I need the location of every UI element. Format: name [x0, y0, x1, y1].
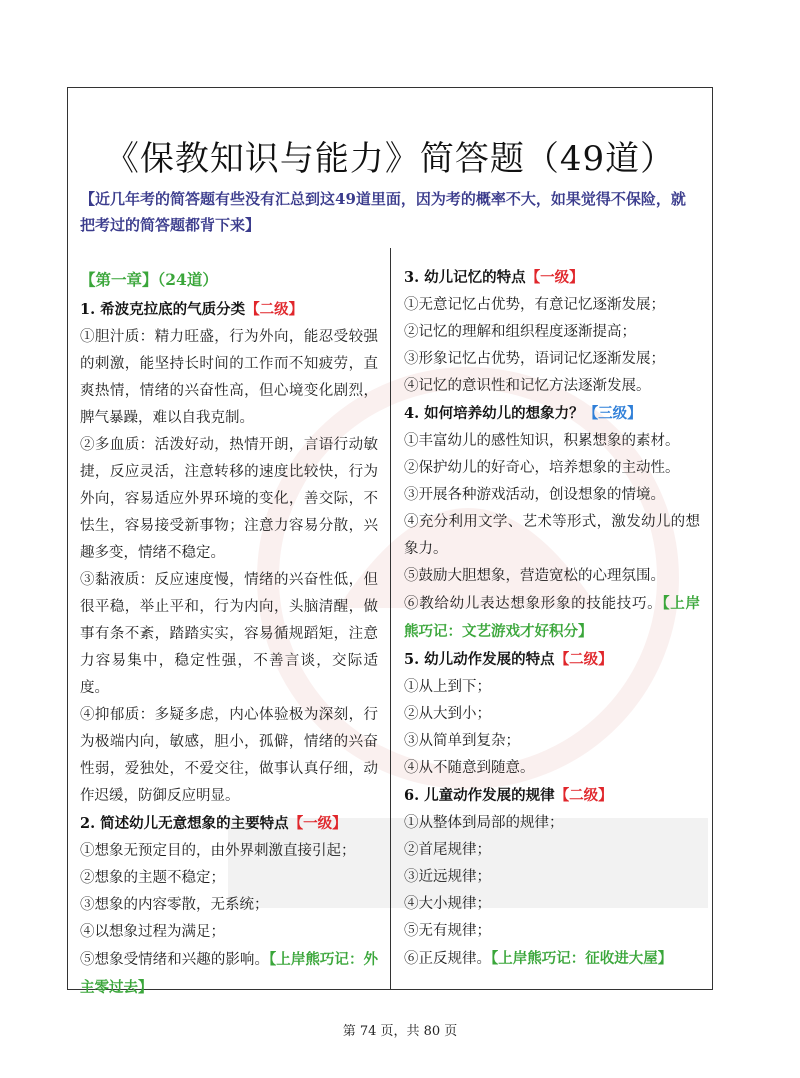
column-divider [390, 248, 391, 989]
answer-item: ②想象的主题不稳定； [80, 870, 225, 886]
answer-text: ⑤想象受情绪和兴趣的影响。 [80, 952, 269, 968]
answer-item: ①想象无预定目的，由外界刺激直接引起； [80, 843, 356, 859]
question-title: 1. 希波克拉底的气质分类 [80, 301, 246, 318]
answer-item: ④大小规律； [404, 896, 491, 912]
chapter-heading: 【第一章】（24道） [80, 270, 218, 289]
answer-text: ⑥教给幼儿表达想象形象的技能技巧。 [404, 596, 663, 612]
answer-item [404, 945, 700, 973]
page-title: 《保教知识与能力》简答题（49道） [104, 139, 676, 179]
answer-item: ②从大到小； [404, 706, 491, 722]
answer-item [80, 946, 378, 1002]
answer-item: ④从不随意到随意。 [404, 760, 535, 776]
level-badge: 【二级】 [554, 651, 613, 668]
intro-note: 【近几年考的简答题有些没有汇总到这49道里面，因为考的概率不大，如果觉得不保险，就把考过的简答题都背下来】 [80, 190, 686, 234]
question-heading [80, 296, 378, 324]
answer-item: ①丰富幼儿的感性知识，积累想象的素材。 [404, 433, 680, 449]
left-column [80, 264, 378, 1002]
answer-item: ④以想象过程为满足； [80, 924, 225, 940]
answer-item: ②记忆的理解和组织程度逐渐提高； [404, 324, 636, 340]
answer-text: ⑥正反规律。 [404, 951, 491, 967]
answer-item: ③近远规律； [404, 869, 491, 885]
question-heading [404, 646, 700, 674]
answer-item: ③从简单到复杂； [404, 733, 520, 749]
question-heading [404, 264, 700, 292]
answer-item: ⑤无有规律； [404, 923, 491, 939]
memory-tip: 【上岸熊巧记：文艺游戏才好积分】 [404, 595, 701, 640]
right-column [404, 264, 700, 973]
question-heading [404, 782, 700, 810]
answer-item: ③黏液质：反应速度慢，情绪的兴奋性低，但很平稳，举止平和，行为内向，头脑清醒，做事有条不紊，踏踏实实，容易循规蹈矩，注意力容易集中，稳定性强，不善言谈，交际适度。 [80, 572, 378, 696]
answer-item: ①胆汁质：精力旺盛，行为外向，能忍受较强的刺激，能坚持长时间的工作而不知疲劳，直爽热情，情绪的兴奋性高，但心境变化剧烈，脾气暴躁，难以自我克制。 [80, 329, 378, 426]
level-badge: 【一级】 [525, 269, 584, 286]
answer-item: ③形象记忆占优势，语词记忆逐渐发展； [404, 351, 665, 367]
answer-item: ⑤鼓励大胆想象，营造宽松的心理氛围。 [404, 568, 665, 584]
level-badge: 【一级】 [288, 815, 347, 832]
answer-item: ④充分利用文学、艺术等形式，激发幼儿的想象力。 [404, 514, 700, 557]
answer-item: ①从上到下； [404, 679, 491, 695]
memory-tip: 【上岸熊巧记：外主零过去】 [80, 951, 379, 996]
question-heading [404, 400, 700, 428]
answer-item: ③开展各种游戏活动，创设想象的情境。 [404, 487, 665, 503]
answer-item: ②保护幼儿的好奇心，培养想象的主动性。 [404, 460, 680, 476]
level-badge: 【三级】 [583, 405, 642, 422]
memory-tip: 【上岸熊巧记：征收进大屋】 [491, 950, 673, 967]
level-badge: 【二级】 [554, 787, 613, 804]
question-title: 6. 儿童动作发展的规律 [404, 787, 555, 804]
answer-item: ①从整体到局部的规律； [404, 815, 564, 831]
level-badge: 【二级】 [245, 301, 304, 318]
question-title: 4. 如何培养幼儿的想象力？ [404, 405, 584, 422]
question-title: 2. 简述幼儿无意想象的主要特点 [80, 815, 289, 832]
page-number: 第 74 页，共 80 页 [342, 1024, 458, 1039]
page-frame [67, 87, 713, 996]
answer-item: ③想象的内容零散，无系统； [80, 897, 269, 913]
answer-item: ②多血质：活泼好动，热情开朗，言语行动敏捷，反应灵活，注意转移的速度比较快，行为外向，容易适应外界环境的变化，善交际，不怯生，容易接受新事物；注意力容易分散，兴趣多变，情绪不稳定。 [80, 437, 378, 561]
answer-item [404, 590, 700, 646]
answer-item: ②首尾规律； [404, 842, 491, 858]
question-heading [80, 810, 378, 838]
answer-item: ④记忆的意识性和记忆方法逐渐发展。 [404, 378, 651, 394]
question-title: 5. 幼儿动作发展的特点 [404, 651, 555, 668]
question-title: 3. 幼儿记忆的特点 [404, 269, 526, 286]
answer-item: ①无意记忆占优势，有意记忆逐渐发展； [404, 297, 665, 313]
answer-item: ④抑郁质：多疑多虑，内心体验极为深刻，行为极端内向，敏感，胆小，孤僻，情绪的兴奋性弱，爱独处，不爱交往，做事认真仔细，动作迟缓，防御反应明显。 [80, 707, 378, 804]
